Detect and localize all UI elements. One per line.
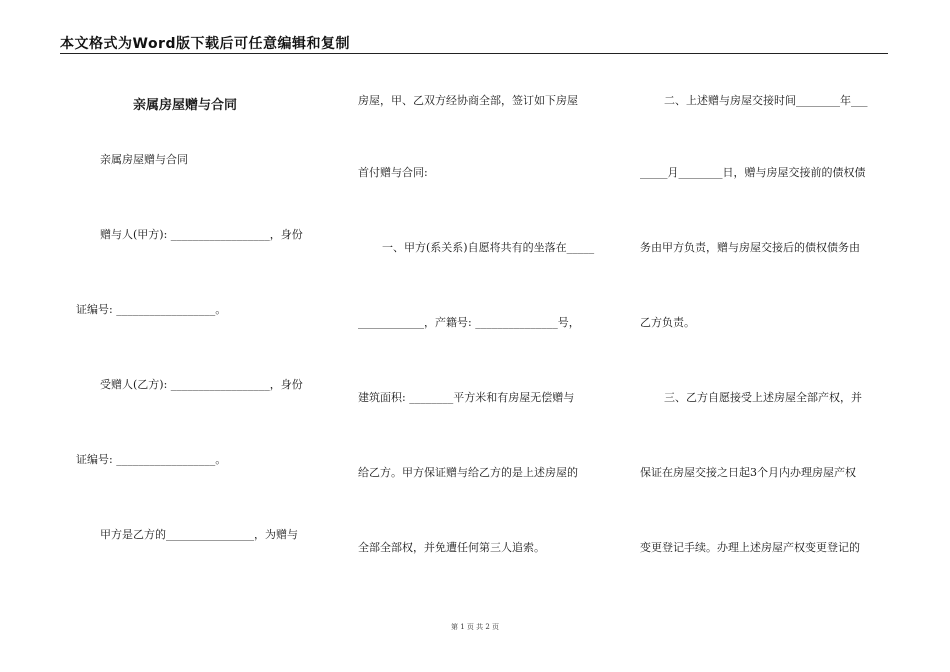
- paragraph-line: 保证在房屋交接之日起3个月内办理房屋产权: [640, 466, 856, 479]
- paragraph-line: 首付赠与合同:: [358, 166, 428, 179]
- paragraph-line: 建筑面积: ________平方米和有房屋无偿赠与: [358, 391, 575, 404]
- paragraph-line: 务由甲方负责，赠与房屋交接后的债权债务由: [640, 241, 860, 254]
- paragraph-line: 甲方是乙方的________________，为赠与: [100, 528, 298, 541]
- paragraph-line: 亲属房屋赠与合同: [100, 153, 188, 166]
- page-number: 第 1 页 共 2 页: [450, 623, 500, 631]
- paragraph-line: 房屋，甲、乙双方经协商全部，签订如下房屋: [358, 94, 578, 107]
- paragraph-line: 给乙方。甲方保证赠与给乙方的是上述房屋的: [358, 466, 578, 479]
- paragraph-line: 三、乙方自愿接受上述房屋全部产权，并: [664, 391, 862, 404]
- paragraph-line: 二、上述赠与房屋交接时间________年___: [664, 94, 868, 107]
- paragraph-line: 受赠人(乙方): __________________，身份: [100, 378, 303, 391]
- paragraph-line: 一、甲方(系关系)自愿将共有的坐落在_____: [382, 241, 595, 254]
- paragraph-line: 全部全部权，并免遭任何第三人追索。: [358, 541, 545, 554]
- paragraph-line: 赠与人(甲方): __________________，身份: [100, 228, 303, 241]
- paragraph-line: 变更登记手续。办理上述房屋产权变更登记的: [640, 541, 860, 554]
- page-header-title: 本文格式为Word版下载后可任意编辑和复制: [60, 36, 350, 52]
- paragraph-line: 乙方负责。: [640, 316, 695, 329]
- paragraph-line: 证编号: __________________。: [76, 303, 227, 316]
- paragraph-line: ____________，产籍号: _______________号，: [358, 316, 580, 329]
- header-divider: [60, 53, 888, 54]
- document-title: 亲属房屋赠与合同: [133, 98, 238, 113]
- paragraph-line: _____月________日，赠与房屋交接前的债权债: [640, 166, 866, 179]
- paragraph-line: 证编号: __________________。: [76, 453, 227, 466]
